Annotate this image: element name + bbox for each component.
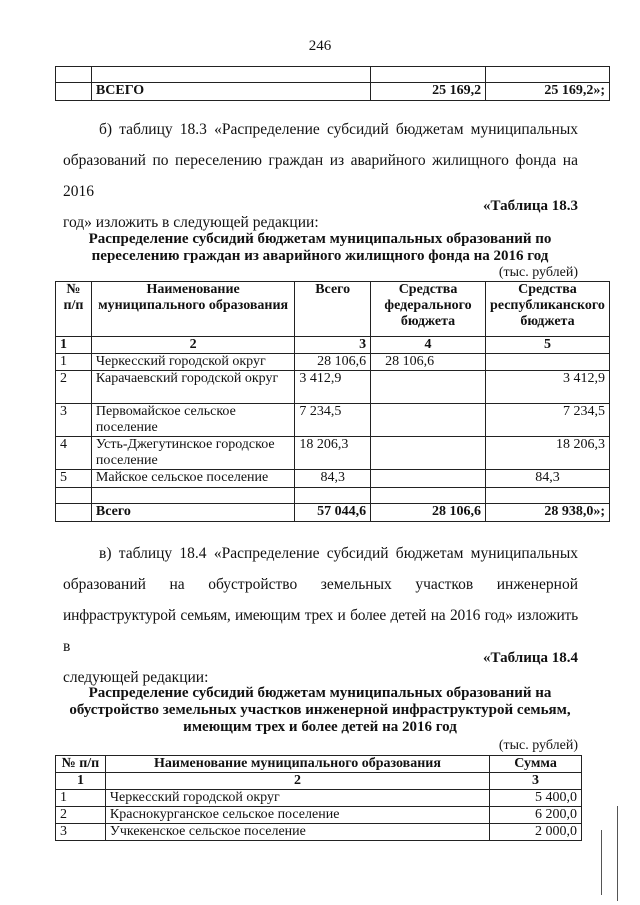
row-federal: [371, 371, 486, 404]
row-num: 2: [56, 807, 106, 824]
row-num: 5: [56, 470, 92, 488]
header-num: № п/п: [56, 756, 106, 773]
row-name: Усть-Джегутинское городское поселение: [91, 437, 294, 470]
paragraph-v: [63, 538, 578, 693]
row-republic: [485, 354, 609, 371]
total-label: Всего: [91, 504, 294, 522]
table-18-3-title-line1: Распределение субсидий бюджетам муниципальных образований по: [88, 231, 552, 247]
row-num: 2: [56, 371, 92, 404]
row-name: Майское сельское поселение: [91, 470, 294, 488]
paragraph-b-line3: год» изложить в следующей редакции:: [63, 214, 319, 231]
row-federal: [371, 437, 486, 470]
col-num-3: 3: [295, 337, 371, 354]
col-num-2: 2: [105, 773, 489, 790]
col-num-4: 4: [371, 337, 486, 354]
row-total: 28 106,6: [295, 354, 371, 371]
row-republic: 7 234,5: [485, 404, 609, 437]
paragraph-b-line1: б) таблицу 18.3 «Распределение субсидий бюджетам муниципальных: [99, 121, 578, 138]
scan-edge-line: [601, 830, 602, 895]
row-num: 1: [56, 354, 92, 371]
paragraph-b-line2: образований по переселению граждан из аварийного жилищного фонда на 2016: [63, 152, 578, 200]
paragraph-v-line4: следующей редакции:: [63, 669, 209, 686]
table-18-3-title-line2: переселению граждан из аварийного жилищного фонда на 2016 год: [91, 248, 549, 264]
total-federal: 28 106,6: [371, 504, 486, 522]
row-total: 7 234,5: [295, 404, 371, 437]
table-18-3-title: [60, 231, 580, 265]
total-sum: 57 044,6: [295, 504, 371, 522]
paragraph-v-line3: инфраструктурой семьям, имеющим трех и более детей на 2016 год» изложить в: [63, 607, 578, 655]
table-18-4-title-line3: имеющим трех и более детей на 2016 год: [183, 719, 457, 735]
row-num: 3: [56, 824, 106, 841]
paragraph-v-line1: в) таблицу 18.4 «Распределение субсидий бюджетам муниципальных: [99, 545, 578, 562]
table-row: [56, 354, 610, 371]
total-republic: 28 938,0»;: [485, 504, 609, 522]
row-name: Карачаевский городской округ: [91, 371, 294, 404]
row-federal: [371, 404, 486, 437]
top-total-label: ВСЕГО: [91, 83, 370, 101]
header-name: Наименование муниципального образования: [105, 756, 489, 773]
table-total-row: [56, 504, 610, 522]
table-row: [56, 824, 582, 841]
table-row: [56, 404, 610, 437]
top-total-value: 25 169,2: [371, 83, 486, 101]
row-num: 4: [56, 437, 92, 470]
col-num-5: 5: [485, 337, 609, 354]
row-republic: 18 206,3: [485, 437, 609, 470]
row-name: Черкесский городской округ: [91, 354, 294, 371]
row-sum: 6 200,0: [490, 807, 582, 824]
row-total: 18 206,3: [295, 437, 371, 470]
row-total: 84,3: [295, 470, 371, 488]
header-total: Всего: [295, 282, 371, 337]
table-18-4-unit: (тыс. рублей): [498, 738, 578, 753]
scan-edge-line: [617, 806, 618, 901]
row-name: Краснокурганское сельское поселение: [105, 807, 489, 824]
header-federal: Средства федерального бюджета: [371, 282, 486, 337]
col-num-2: 2: [91, 337, 294, 354]
row-sum: 5 400,0: [490, 790, 582, 807]
row-name: Черкесский городской округ: [105, 790, 489, 807]
table-18-3-unit: (тыс. рублей): [498, 265, 578, 280]
col-num-1: 1: [56, 773, 106, 790]
row-num: 1: [56, 790, 106, 807]
header-sum: Сумма: [490, 756, 582, 773]
header-name: Наименование муниципального образования: [91, 282, 294, 337]
table-18-4: [55, 755, 582, 841]
table-row: [56, 371, 610, 404]
row-republic: 3 412,9: [485, 371, 609, 404]
row-federal: [371, 470, 486, 488]
paragraph-v-line2: образований на обустройство земельных участков инженерной: [63, 576, 578, 593]
top-table-fragment: [55, 66, 610, 101]
row-name: Первомайское сельское поселение: [91, 404, 294, 437]
row-total: 3 412,9: [295, 371, 371, 404]
col-num-3: 3: [490, 773, 582, 790]
table-18-3: [55, 281, 610, 522]
table-row: [56, 470, 610, 488]
top-total-value-2: 25 169,2»;: [486, 83, 610, 101]
row-sum: 2 000,0: [490, 824, 582, 841]
header-num: № п/п: [56, 282, 92, 337]
col-num-1: 1: [56, 337, 92, 354]
table-row: [56, 437, 610, 470]
table-18-4-title: [60, 685, 580, 736]
table-18-4-title-line2: обустройство земельных участков инженерной инфраструктурой семьям,: [69, 702, 571, 718]
table-row: [56, 807, 582, 824]
page-number: 246: [308, 38, 332, 54]
row-republic: 84,3: [485, 470, 609, 488]
table-18-4-label: «Таблица 18.4: [483, 650, 578, 666]
row-federal: 28 106,6: [371, 354, 486, 371]
table-row: [56, 790, 582, 807]
row-num: 3: [56, 404, 92, 437]
paragraph-b: [63, 114, 578, 238]
row-name: Учкекенское сельское поселение: [105, 824, 489, 841]
table-18-4-title-line1: Распределение субсидий бюджетам муниципальных образований на: [88, 685, 552, 701]
table-18-3-label: «Таблица 18.3: [483, 198, 578, 214]
header-republic: Средства республиканского бюджета: [485, 282, 609, 337]
